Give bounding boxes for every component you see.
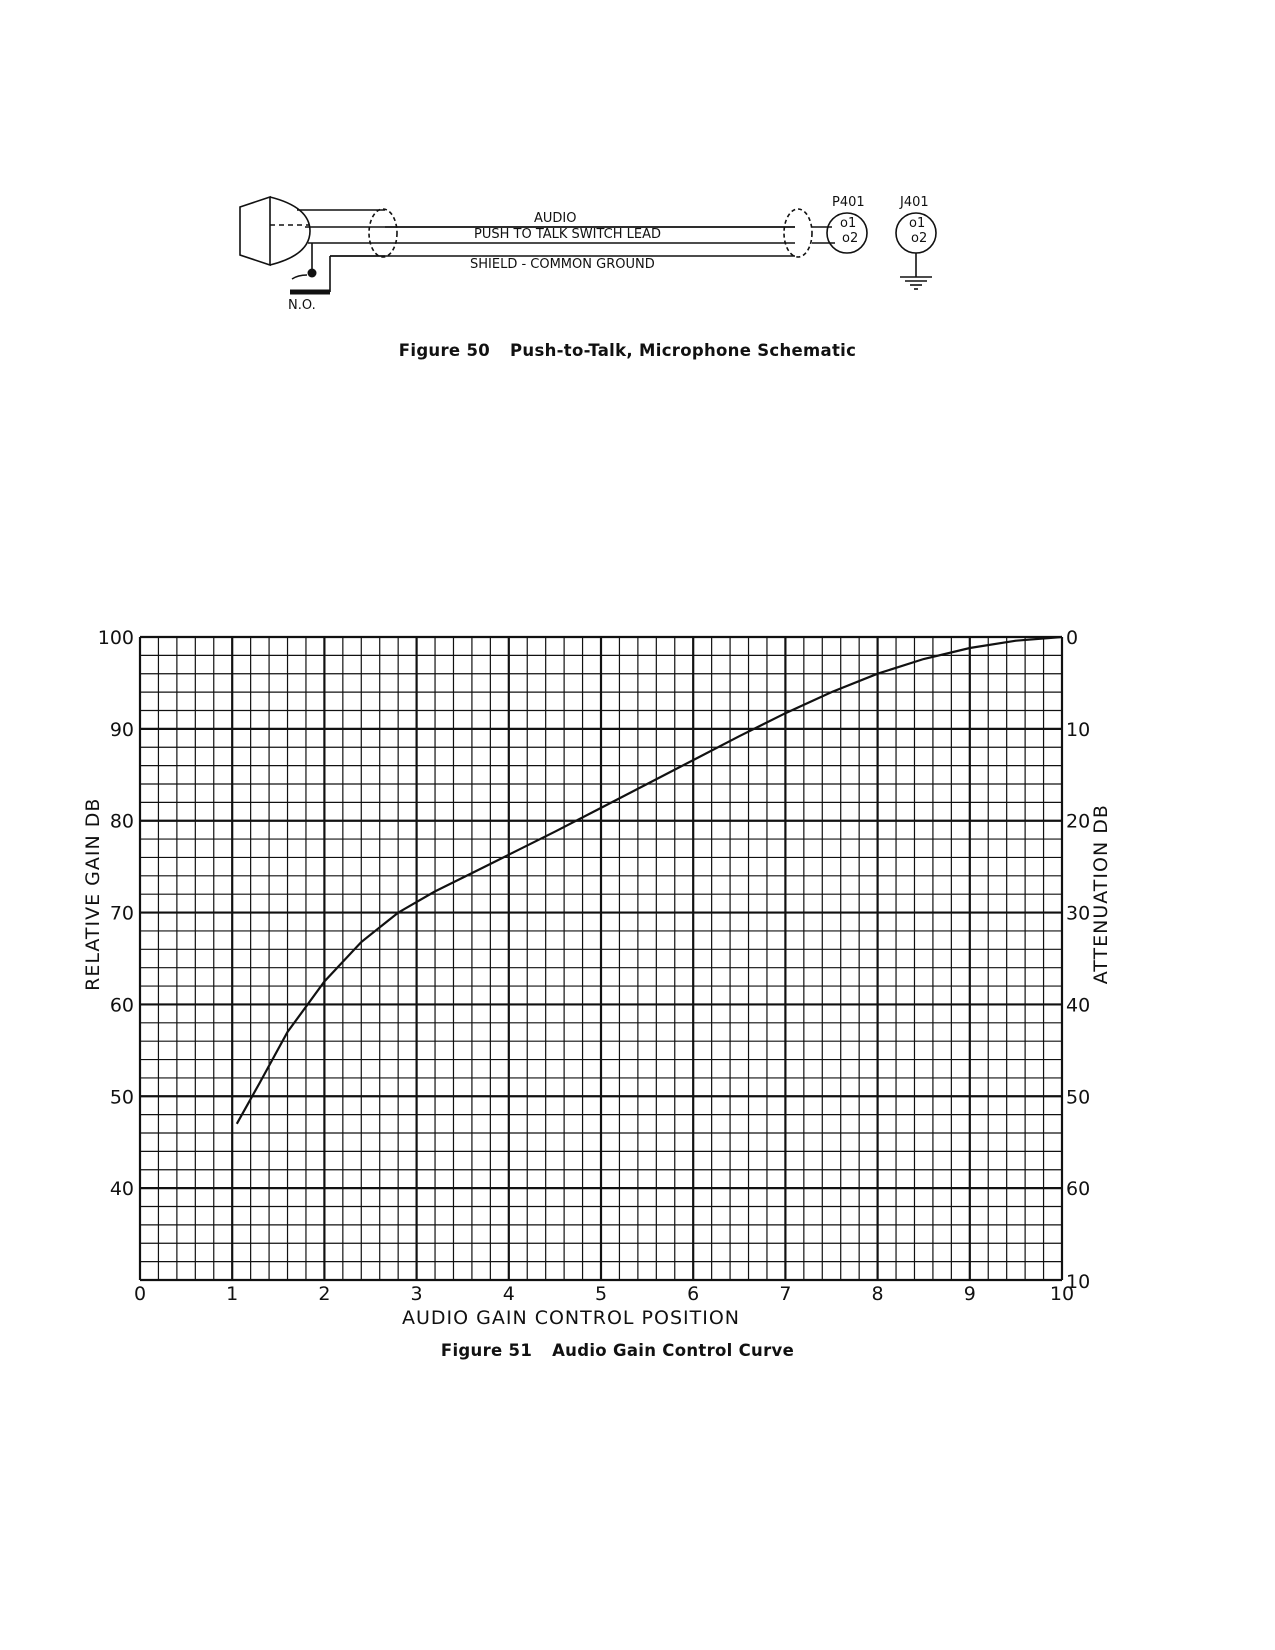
y2-axis-label: ATTENUATION DB xyxy=(1090,804,1112,985)
y-tick-label: 40 xyxy=(109,1178,134,1201)
x-axis-label: AUDIO GAIN CONTROL POSITION xyxy=(402,1307,740,1329)
y2-tick-label: 60 xyxy=(1066,1178,1091,1201)
plug-label: P401 xyxy=(832,195,865,210)
y-tick-label: 90 xyxy=(109,718,134,741)
y-axis-label: RELATIVE GAIN DB xyxy=(82,797,104,991)
jack-pin1: o1 xyxy=(909,216,926,231)
ptt-label: PUSH TO TALK SWITCH LEAD xyxy=(474,227,662,242)
y2-tick-label: 0 xyxy=(1066,627,1079,649)
y2-tick-label: 10 xyxy=(1066,718,1091,741)
x-tick-label: 5 xyxy=(594,1283,608,1305)
jack-pin2: o2 xyxy=(911,231,928,246)
y2-tick-label: 50 xyxy=(1066,1086,1091,1109)
y-tick-label: 80 xyxy=(109,810,134,833)
y2-tick-label: 20 xyxy=(1066,810,1091,833)
y2-tick-label: 10 xyxy=(1066,1271,1091,1293)
x-tick-label: 4 xyxy=(502,1283,515,1305)
figure-51-title: Audio Gain Control Curve xyxy=(552,1341,795,1360)
x-tick-label: 6 xyxy=(687,1283,700,1305)
chart-grid xyxy=(140,637,1062,1280)
figure-50-number: Figure 50 xyxy=(398,341,491,360)
figure-51-caption xyxy=(0,1341,1255,1360)
audio-label: AUDIO xyxy=(534,211,577,226)
x-tick-label: 9 xyxy=(963,1283,976,1305)
y-tick-label: 70 xyxy=(109,902,134,925)
plug-pin1: o1 xyxy=(840,216,857,231)
y-tick-label: 100 xyxy=(97,627,134,649)
figure-50-title: Push-to-Talk, Microphone Schematic xyxy=(510,341,857,360)
shield-label: SHIELD - COMMON GROUND xyxy=(470,257,655,272)
no-label: N.O. xyxy=(288,298,316,313)
x-tick-label: 2 xyxy=(318,1283,331,1305)
x-tick-label: 10 xyxy=(1049,1283,1075,1305)
x-tick-label: 1 xyxy=(226,1283,239,1305)
x-tick-label: 3 xyxy=(410,1283,423,1305)
figure-51-number: Figure 51 xyxy=(440,1341,533,1360)
y-tick-label: 50 xyxy=(109,1086,134,1109)
y2-tick-label: 40 xyxy=(1066,994,1091,1017)
x-tick-label: 0 xyxy=(133,1283,147,1305)
x-tick-label: 8 xyxy=(871,1283,884,1305)
y-tick-label: 60 xyxy=(109,994,134,1017)
jack-label: J401 xyxy=(900,195,929,210)
x-tick-label: 7 xyxy=(779,1283,792,1305)
plug-pin2: o2 xyxy=(842,231,859,246)
y2-tick-label: 30 xyxy=(1066,902,1091,925)
